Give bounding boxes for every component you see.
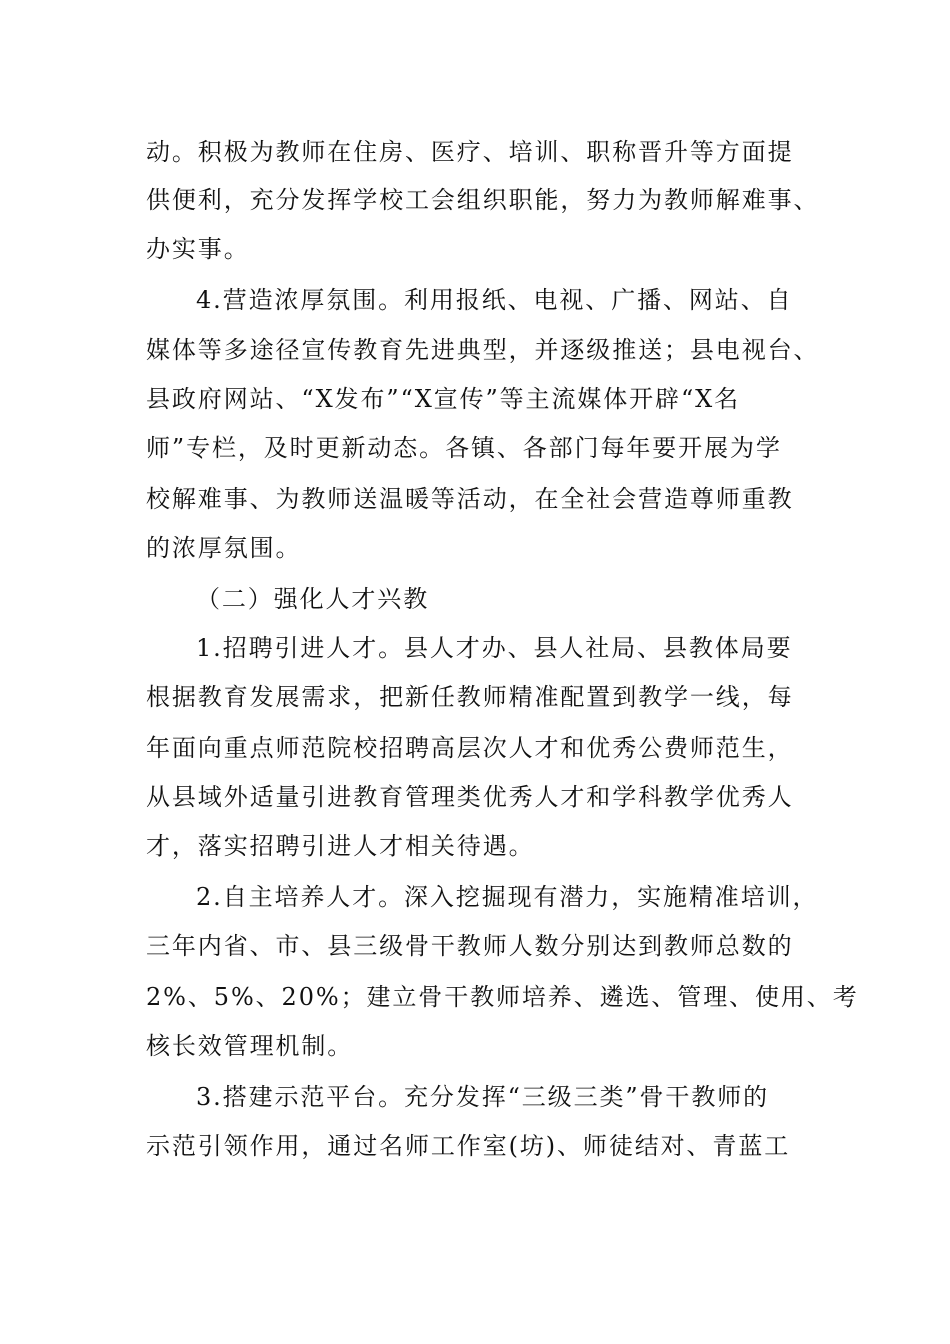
text-line-14: 从县域外适量引进教育管理类优秀人才和学科教学优秀人 bbox=[146, 783, 794, 811]
text-line-3: 办实事。 bbox=[146, 235, 250, 263]
text-line-6: 县政府网站、“X发布”“X宣传”等主流媒体开辟“X名 bbox=[146, 385, 741, 413]
text-line-1: 动。积极为教师在住房、医疗、培训、职称晋升等方面提 bbox=[146, 138, 794, 166]
text-line-15: 才，落实招聘引进人才相关待遇。 bbox=[146, 832, 535, 860]
text-line-19: 核长效管理机制。 bbox=[146, 1032, 354, 1060]
text-line-9: 的浓厚氛围。 bbox=[146, 534, 302, 562]
text-line-12: 根据教育发展需求，把新任教师精准配置到教学一线，每 bbox=[146, 683, 794, 711]
text-line-2: 供便利，充分发挥学校工会组织职能，努力为教师解难事、 bbox=[146, 186, 820, 214]
paragraph-2-heading: 2.自主培养人才。深入挖掘现有潜力，实施精准培训， bbox=[196, 883, 819, 911]
paragraph-4-heading: 4.营造浓厚氛围。利用报纸、电视、广播、网站、自 bbox=[196, 286, 793, 314]
text-line-18: 2%、5%、20%；建立骨干教师培养、遴选、管理、使用、考 bbox=[146, 983, 859, 1011]
section-heading: （二）强化人才兴教 bbox=[196, 585, 430, 613]
text-line-5: 媒体等多途径宣传教育先进典型，并逐级推送；县电视台、 bbox=[146, 336, 820, 364]
text-line-7: 师”专栏，及时更新动态。各镇、各部门每年要开展为学 bbox=[146, 434, 782, 462]
text-line-17: 三年内省、市、县三级骨干教师人数分别达到教师总数的 bbox=[146, 932, 794, 960]
text-line-13: 年面向重点师范院校招聘高层次人才和优秀公费师范生， bbox=[146, 734, 794, 762]
paragraph-3-heading: 3.搭建示范平台。充分发挥“三级三类”骨干教师的 bbox=[196, 1083, 770, 1111]
text-line-8: 校解难事、为教师送温暖等活动，在全社会营造尊师重教 bbox=[146, 485, 794, 513]
paragraph-1-heading: 1.招聘引进人才。县人才办、县人社局、县教体局要 bbox=[196, 634, 793, 662]
text-line-21: 示范引领作用，通过名师工作室(坊)、师徒结对、青蓝工 bbox=[146, 1132, 791, 1160]
